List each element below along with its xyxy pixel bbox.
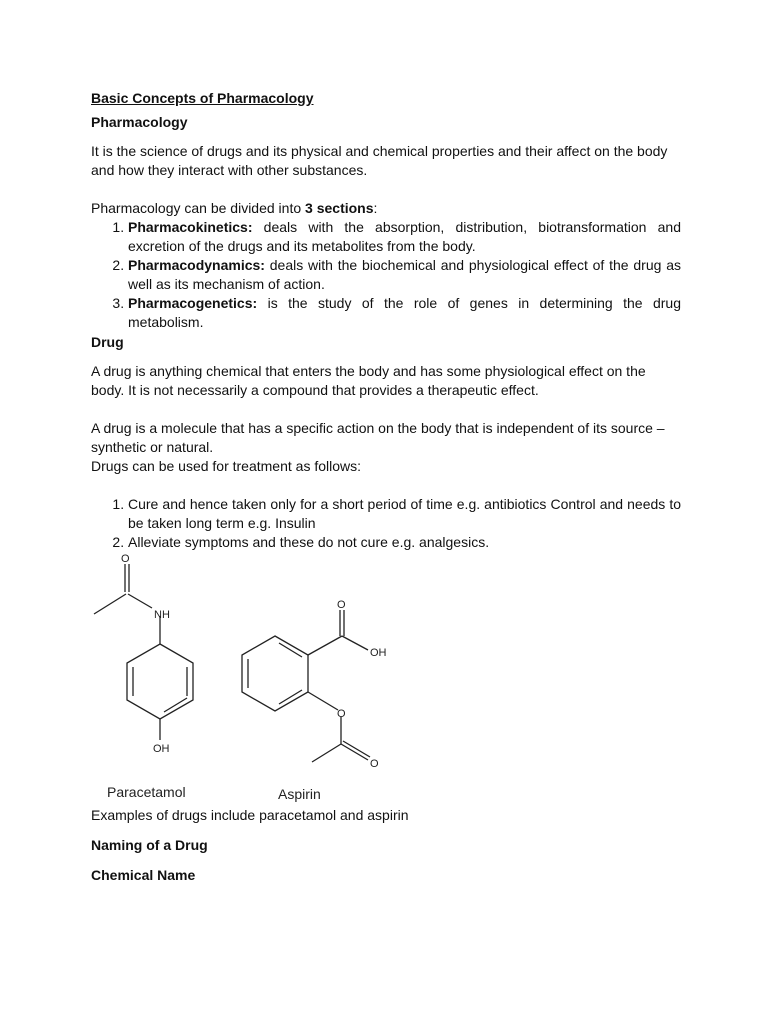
section-text: is the study of the role of genes in determining the drug metabolism. [128,295,681,330]
aspirin-methyl-bond [312,744,341,762]
list-item: 1. Cure and hence taken only for a short period of time e.g. antibiotics Control and needs to be taken long term e.g. Insulin [128,495,681,533]
structures-figure [91,552,681,822]
section-term: Pharmacodynamics: [128,257,265,273]
aspirin-ester-o-label: O [337,708,346,720]
document-page [91,88,681,885]
section-text: deals with the absorption, distribution, biotransformation and excretion of the drugs and its metabolites from the body. [128,219,681,254]
section-term: Pharmacokinetics: [128,219,253,235]
drug-paragraph-3: Drugs can be used for treatment as follows: [91,458,362,474]
heading-naming: Naming of a Drug [91,837,208,853]
paracetamol-amide-bond [128,594,152,608]
sections-intro [91,199,681,218]
heading-chemical-name: Chemical Name [91,867,196,883]
list-item [128,218,681,256]
aspirin-carbonyl-o-label: O [370,758,379,770]
aspirin-o-label: O [337,599,346,611]
section-text: deals with the biochemical and physiological effect of the drug as well as its mechanism of action. [128,257,681,292]
paracetamol-benzene-ring [127,644,193,719]
paracetamol-nh-label: NH [154,609,170,621]
pharmacology-definition: It is the science of drugs and its physical and chemical properties and their affect on the body and how they interact with other substances. [91,143,668,178]
heading-pharmacology: Pharmacology [91,114,188,130]
section-term: Pharmacogenetics: [128,295,258,311]
aspirin-oh-bond [342,636,368,650]
aspirin-caption: Aspirin [278,786,321,802]
aspirin-carbonyl2-bond-double [343,741,370,757]
aspirin-ester-bond [308,692,338,710]
heading-drug: Drug [91,334,124,350]
sections-list [91,218,681,332]
document-title: Basic Concepts of Pharmacology [91,90,314,106]
sections-intro-bold: 3 sections [305,200,374,216]
paracetamol-o-label: O [121,553,130,565]
aspirin-benzene-ring [242,636,308,711]
list-item [128,256,681,294]
drug-paragraph-2: A drug is a molecule that has a specific action on the body that is independent of its source – synthetic or natural. [91,420,665,455]
list-item: 2. Alleviate symptoms and these do not cure e.g. analgesics. [128,533,681,552]
list-item [128,294,681,332]
chemical-structures-diagram [0,552,768,822]
aspirin-oh-label: OH [370,647,387,659]
aspirin-carbonyl2-bond [341,744,368,760]
uses-list [91,495,681,552]
drug-paragraph-1: A drug is anything chemical that enters the body and has some physiological effect on the body. It is not necessarily a compound that provides a therapeutic effect. [91,363,646,398]
paracetamol-oh-label: OH [153,743,170,755]
sections-intro-prefix: Pharmacology can be divided into [91,200,306,216]
paracetamol-methyl-bond [94,594,126,614]
examples-text: Examples of drugs include paracetamol and aspirin [91,807,409,823]
sections-intro-suffix: : [373,200,378,216]
paracetamol-caption: Paracetamol [107,784,186,800]
aspirin-carboxyl-bond [308,636,342,655]
